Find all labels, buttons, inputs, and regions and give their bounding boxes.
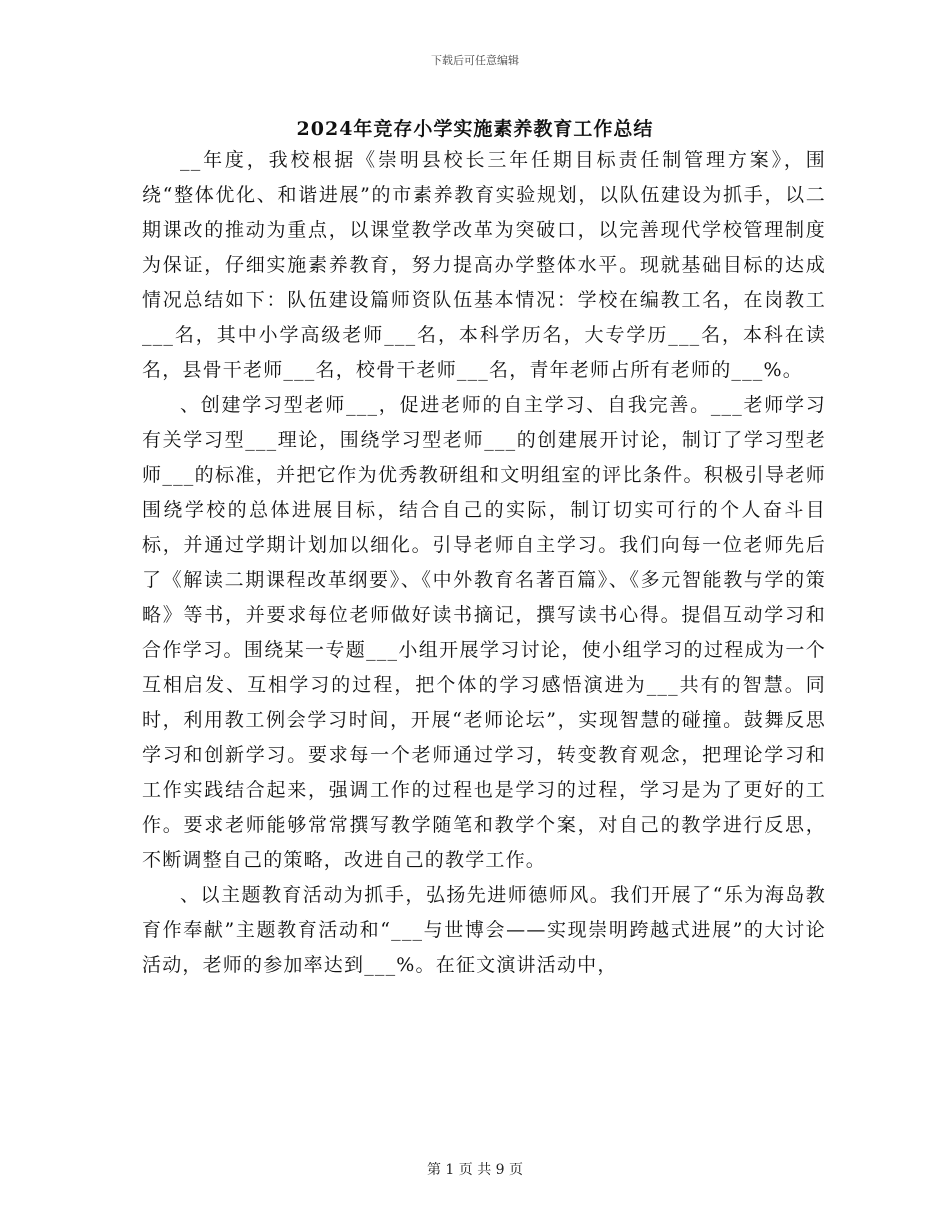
document-title: 2024年竞存小学实施素养教育工作总结: [296, 118, 654, 140]
paragraph: 、以主题教育活动为抓手，弘扬先进师德师风。我们开展了“乐为海岛教育作奉献”主题教育活动和“___与世博会——实现崇明跨越式进展”的大讨论活动，老师的参加率达到___%。在征文演讲活动中，: [142, 884, 826, 976]
paragraph: __年度，我校根据《崇明县校长三年任期目标责任制管理方案》，围绕“整体优化、和谐进展”的市素养教育实验规划，以队伍建设为抓手，以二期课改的推动为重点，以课堂教学改革为突破口，以完善现代学校管理制度为保证，仔细实施素养教育，努力提高办学整体水平。现就基础目标的达成情况总结如下：队伍建设篇师资队伍基本情况：学校在编教工名，在岗教工___名，其中小学高级老师___名，本科学历名，大专学历___名，本科在读名，县骨干老师___名，校骨干老师___名，青年老师占所有老师的___%。: [142, 149, 826, 381]
page-header-note: 下载后可任意编辑: [431, 54, 519, 67]
paragraph: 、创建学习型老师___，促进老师的自主学习、自我完善。___老师学习有关学习型___理论，围绕学习型老师___的创建展开讨论，制订了学习型老师___的标准，并把它作为优秀教研组和文明组室的评比条件。积极引导老师围绕学校的总体进展目标，结合自己的实际，制订切实可行的个人奋斗目标，并通过学期计划加以细化。引导老师自主学习。我们向每一位老师先后了《解读二期课程改革纲要》、《中外教育名著百篇》、《多元智能教与学的策略》等书，并要求每位老师做好读书摘记，撰写读书心得。提倡互动学习和合作学习。围绕某一专题___小组开展学习讨论，使小组学习的过程成为一个互相启发、互相学习的过程，把个体的学习感悟演进为___共有的智慧。同时，利用教工例会学习时间，开展“老师论坛”，实现智慧的碰撞。鼓舞反思学习和创新学习。要求每一个老师通过学习，转变教育观念，把理论学习和工作实践结合起来，强调工作的过程也是学习的过程，学习是为了更好的工作。要求老师能够常常撰写教学随笔和教学个案，对自己的教学进行反思，不断调整自己的策略，改进自己的教学工作。: [142, 394, 826, 871]
page-number: 第 1 页 共 9 页: [426, 1162, 524, 1178]
document-body: [142, 143, 826, 983]
